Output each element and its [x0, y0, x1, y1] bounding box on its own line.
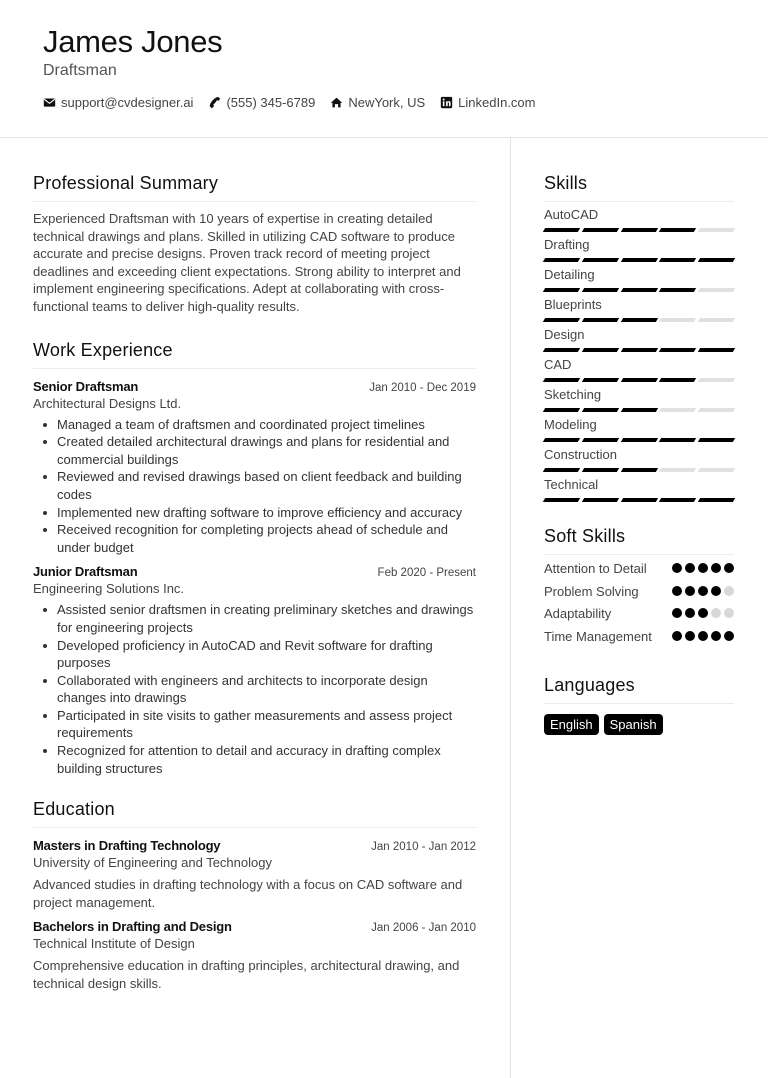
- skill-level-segment: [620, 438, 657, 442]
- rating-dot-icon: [672, 608, 682, 618]
- rating-dot-icon: [724, 631, 734, 641]
- skill-name: AutoCAD: [544, 207, 599, 222]
- rating-dot-icon: [711, 563, 721, 573]
- skill-level-segment: [543, 468, 580, 472]
- languages-section: [544, 675, 734, 735]
- rating-dot-icon: [724, 563, 734, 573]
- contact-phone-text: (555) 345-6789: [226, 95, 316, 110]
- skill-level-segment: [620, 228, 657, 232]
- skill-level-segment: [659, 348, 696, 352]
- skill-level-bar: [544, 258, 734, 262]
- education-description: Comprehensive education in drafting principles, architectural drawing, and technical design skills.: [33, 958, 460, 992]
- skill-level-segment: [698, 468, 735, 472]
- experience-section: [33, 340, 476, 778]
- job-bullets: [33, 601, 476, 777]
- job-bullet: Recognized for attention to detail and accuracy in drafting complex building structures: [33, 742, 476, 777]
- job-bullet: Received recognition for completing projects ahead of schedule and under budget: [33, 521, 476, 556]
- skill-level-bar: [544, 348, 734, 352]
- skill-level-bar: [544, 438, 734, 442]
- column-divider: [510, 138, 511, 1078]
- rating-dot-icon: [698, 608, 708, 618]
- skill-level-segment: [698, 258, 735, 262]
- skill-level-segment: [659, 468, 696, 472]
- rating-dot-icon: [685, 563, 695, 573]
- resume-header: [0, 0, 768, 138]
- languages-title: Languages: [544, 675, 734, 704]
- contact-phone[interactable]: [208, 95, 315, 110]
- soft-skill-item: [544, 583, 734, 601]
- skill-level-segment: [582, 348, 619, 352]
- soft-skill-rating: [672, 608, 734, 618]
- soft-skill-name: Problem Solving: [544, 583, 639, 599]
- sidebar-column: [544, 138, 734, 735]
- skill-level-segment: [698, 228, 735, 232]
- phone-icon: [208, 96, 221, 109]
- school-name: University of Engineering and Technology: [33, 855, 272, 871]
- skill-level-segment: [582, 498, 619, 502]
- skill-level-bar: [544, 288, 734, 292]
- job-date: Feb 2020 - Present: [377, 567, 476, 580]
- home-icon: [330, 96, 343, 109]
- degree-title: Bachelors in Drafting and Design: [33, 919, 232, 935]
- main-column: [33, 138, 476, 993]
- skill-name: Modeling: [544, 417, 597, 432]
- education-title: Education: [33, 799, 476, 828]
- envelope-icon: [43, 96, 56, 109]
- job-bullet: Created detailed architectural drawings and plans for residential and commercial buildings: [33, 433, 476, 468]
- rating-dot-icon: [685, 631, 695, 641]
- skill-level-segment: [582, 408, 619, 412]
- rating-dot-icon: [672, 631, 682, 641]
- skill-level-segment: [582, 468, 619, 472]
- skill-level-bar: [544, 228, 734, 232]
- contact-email[interactable]: [43, 95, 193, 110]
- education-section: [33, 799, 476, 992]
- skill-item: [544, 237, 734, 262]
- skill-name: CAD: [544, 357, 572, 372]
- skill-level-segment: [698, 288, 735, 292]
- skill-level-bar: [544, 408, 734, 412]
- job-bullet: Participated in site visits to gather measurements and assess project requirements: [33, 707, 476, 742]
- candidate-role: Draftsman: [43, 62, 117, 79]
- job-company: Engineering Solutions Inc.: [33, 581, 185, 597]
- skill-level-segment: [698, 408, 735, 412]
- skill-name: Blueprints: [544, 297, 602, 312]
- skill-level-segment: [543, 438, 580, 442]
- summary-section: [33, 173, 476, 316]
- skill-name: Drafting: [544, 237, 590, 252]
- skill-level-segment: [620, 468, 657, 472]
- soft-skills-list: [544, 560, 734, 645]
- contact-linkedin[interactable]: [440, 95, 535, 110]
- job-bullets: [33, 416, 476, 557]
- soft-skills-title: Soft Skills: [544, 526, 734, 555]
- skill-item: [544, 447, 734, 472]
- soft-skill-name: Time Management: [544, 628, 652, 644]
- rating-dot-icon: [685, 586, 695, 596]
- job-title: Junior Draftsman: [33, 564, 138, 580]
- skill-level-segment: [543, 498, 580, 502]
- degree-title: Masters in Drafting Technology: [33, 838, 221, 854]
- soft-skill-rating: [672, 586, 734, 596]
- skill-level-segment: [543, 408, 580, 412]
- skill-level-segment: [620, 408, 657, 412]
- skill-level-segment: [543, 348, 580, 352]
- education-date: Jan 2006 - Jan 2010: [371, 922, 476, 935]
- job-bullet: Reviewed and revised drawings based on client feedback and building codes: [33, 468, 476, 503]
- skill-level-segment: [620, 288, 657, 292]
- summary-title: Professional Summary: [33, 173, 476, 202]
- education-entry: [33, 919, 476, 992]
- education-entry: [33, 838, 476, 911]
- summary-text: Experienced Draftsman with 10 years of expertise in creating detailed technical drawings and plans. Skilled in utilizing CAD software to produce accurate and precise designs. Proven track record of meeting project deadlines and exceeding client expectations. Strong ability to interpret and implement engineering specifications. Adept at collaborating with cross-functional teams to deliver high-quality results.: [33, 211, 461, 314]
- skill-level-segment: [659, 378, 696, 382]
- skill-level-segment: [582, 318, 619, 322]
- rating-dot-icon: [698, 563, 708, 573]
- skill-level-segment: [620, 258, 657, 262]
- skill-name: Detailing: [544, 267, 595, 282]
- skill-level-segment: [698, 498, 735, 502]
- skill-name: Technical: [544, 477, 599, 492]
- soft-skill-item: [544, 605, 734, 623]
- skill-level-segment: [659, 228, 696, 232]
- soft-skill-item: [544, 560, 734, 578]
- rating-dot-icon: [685, 608, 695, 618]
- skill-item: [544, 207, 734, 232]
- rating-dot-icon: [698, 586, 708, 596]
- skill-level-segment: [698, 318, 735, 322]
- job-bullet: Assisted senior draftsmen in creating preliminary sketches and drawings for engineering projects: [33, 601, 476, 636]
- language-tags: [544, 714, 734, 735]
- skill-level-segment: [543, 288, 580, 292]
- skill-item: [544, 297, 734, 322]
- skill-level-segment: [582, 438, 619, 442]
- skill-name: Design: [544, 327, 585, 342]
- job-bullet: Developed proficiency in AutoCAD and Revit software for drafting purposes: [33, 637, 476, 672]
- language-tag: English: [544, 714, 599, 735]
- skill-level-bar: [544, 468, 734, 472]
- skill-level-segment: [620, 498, 657, 502]
- skill-level-segment: [582, 288, 619, 292]
- job-date: Jan 2010 - Dec 2019: [369, 381, 476, 394]
- job-bullet: Managed a team of draftsmen and coordinated project timelines: [33, 416, 476, 434]
- education-description: Advanced studies in drafting technology with a focus on CAD software and project management.: [33, 877, 463, 910]
- skill-level-bar: [544, 498, 734, 502]
- skill-level-segment: [543, 258, 580, 262]
- contact-location-text: NewYork, US: [348, 95, 426, 110]
- skills-title: Skills: [544, 173, 734, 202]
- job-title: Senior Draftsman: [33, 378, 139, 394]
- skill-level-segment: [620, 378, 657, 382]
- job-entry: [33, 379, 476, 557]
- language-tag: Spanish: [604, 714, 663, 735]
- skill-item: [544, 267, 734, 292]
- rating-dot-icon: [724, 608, 734, 618]
- soft-skill-rating: [672, 563, 734, 573]
- skill-level-segment: [698, 438, 735, 442]
- job-company: Architectural Designs Ltd.: [33, 395, 182, 411]
- skill-level-bar: [544, 318, 734, 322]
- skill-level-segment: [620, 348, 657, 352]
- skill-level-segment: [659, 408, 696, 412]
- job-bullet: Collaborated with engineers and architects to incorporate design changes into drawings: [33, 672, 476, 707]
- experience-title: Work Experience: [33, 340, 476, 369]
- skill-level-segment: [698, 378, 735, 382]
- skill-level-segment: [659, 288, 696, 292]
- skill-item: [544, 417, 734, 442]
- skill-level-segment: [582, 258, 619, 262]
- skill-item: [544, 327, 734, 352]
- skill-level-segment: [543, 228, 580, 232]
- soft-skill-name: Attention to Detail: [544, 561, 647, 576]
- job-entry: [33, 564, 476, 777]
- linkedin-icon: [440, 96, 453, 109]
- skill-level-segment: [659, 258, 696, 262]
- rating-dot-icon: [711, 586, 721, 596]
- soft-skill-item: [544, 628, 734, 646]
- skill-level-segment: [620, 318, 657, 322]
- rating-dot-icon: [672, 563, 682, 573]
- soft-skills-section: [544, 526, 734, 645]
- skill-level-segment: [543, 318, 580, 322]
- skill-level-segment: [582, 228, 619, 232]
- skill-level-segment: [582, 378, 619, 382]
- school-name: Technical Institute of Design: [33, 936, 195, 952]
- soft-skill-rating: [672, 631, 734, 641]
- skill-level-segment: [543, 378, 580, 382]
- rating-dot-icon: [711, 608, 721, 618]
- skill-item: [544, 477, 734, 502]
- contact-bar: [43, 95, 551, 110]
- skills-list: [544, 207, 734, 502]
- skill-level-segment: [698, 348, 735, 352]
- job-bullet: Implemented new drafting software to improve efficiency and accuracy: [33, 504, 476, 522]
- skill-item: [544, 387, 734, 412]
- soft-skill-name: Adaptability: [544, 606, 612, 622]
- rating-dot-icon: [711, 631, 721, 641]
- contact-email-text: support@cvdesigner.ai: [61, 95, 194, 110]
- rating-dot-icon: [698, 631, 708, 641]
- skill-level-segment: [659, 438, 696, 442]
- education-date: Jan 2010 - Jan 2012: [371, 841, 476, 854]
- skill-name: Sketching: [544, 387, 602, 402]
- skill-level-bar: [544, 378, 734, 382]
- skill-level-segment: [659, 498, 696, 502]
- contact-location: [330, 95, 425, 110]
- skills-section: [544, 173, 734, 502]
- contact-linkedin-text: LinkedIn.com: [458, 95, 536, 110]
- skill-name: Construction: [544, 447, 617, 462]
- rating-dot-icon: [724, 586, 734, 596]
- skill-item: [544, 357, 734, 382]
- rating-dot-icon: [672, 586, 682, 596]
- skill-level-segment: [659, 318, 696, 322]
- candidate-name: James Jones: [43, 24, 223, 59]
